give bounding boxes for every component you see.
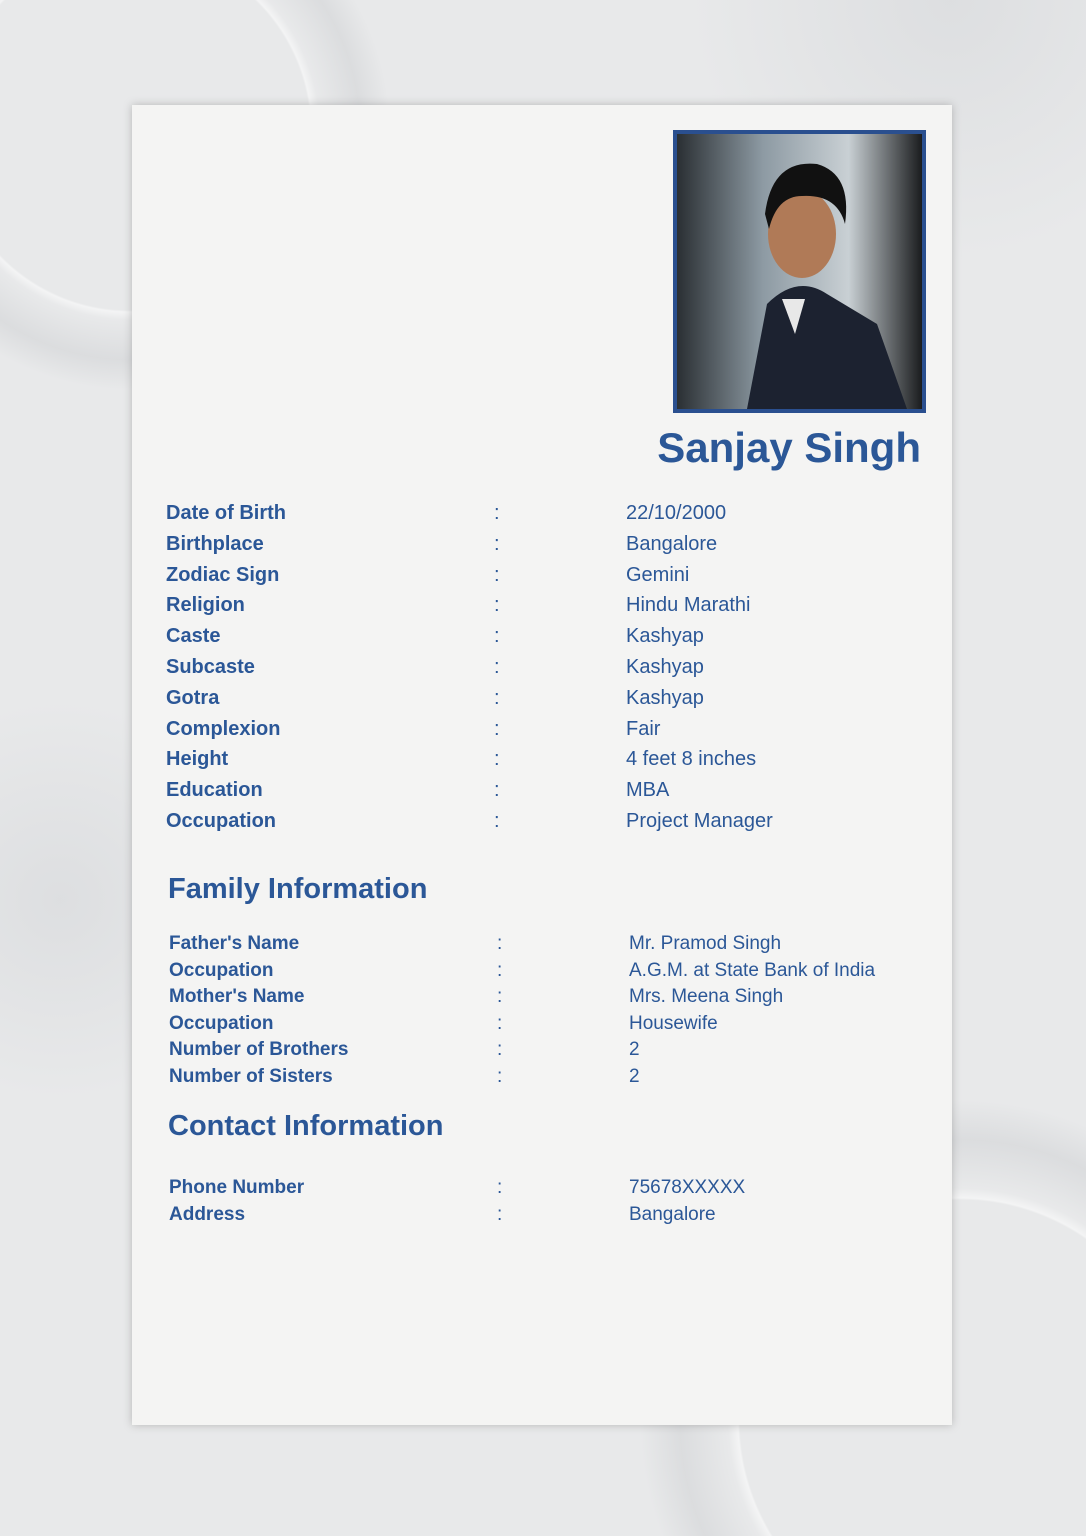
row-value: 2 xyxy=(629,1039,640,1061)
row-value: Hindu Marathi xyxy=(626,594,751,617)
row-value: Kashyap xyxy=(626,656,704,678)
row-colon: : xyxy=(494,779,500,802)
row-label: Address xyxy=(169,1204,246,1225)
row-colon: : xyxy=(497,933,503,954)
row-label: Date of Birth xyxy=(166,502,286,524)
row-value: Housewife xyxy=(629,1012,718,1034)
row-label: Number of Sisters xyxy=(169,1066,333,1087)
row-value: 4 feet 8 inches xyxy=(626,748,757,771)
row-colon: : xyxy=(494,532,500,555)
row-label: Occupation xyxy=(166,810,277,832)
row-value: Bangalore xyxy=(626,532,718,555)
row-label: Mother's Name xyxy=(169,986,305,1008)
row-label: Phone Number xyxy=(169,1177,305,1198)
row-colon: : xyxy=(494,594,500,617)
row-label: Caste xyxy=(166,625,221,648)
row-colon: : xyxy=(497,986,503,1008)
portrait-image xyxy=(677,134,922,409)
row-label: Number of Brothers xyxy=(169,1039,349,1061)
row-value: Gemini xyxy=(626,563,690,586)
row-value: 2 xyxy=(629,1066,640,1087)
row-label: Occupation xyxy=(169,959,274,981)
row-value: Mr. Pramod Singh xyxy=(629,933,782,954)
row-colon: : xyxy=(494,563,500,586)
contact-heading: Contact Information xyxy=(168,1110,444,1142)
row-label: Zodiac Sign xyxy=(166,563,280,586)
row-colon: : xyxy=(497,1066,503,1087)
row-label: Complexion xyxy=(166,717,281,740)
row-label: Birthplace xyxy=(166,532,264,555)
row-value: Bangalore xyxy=(629,1204,716,1225)
row-value: 75678XXXXX xyxy=(629,1177,746,1198)
row-label: Education xyxy=(166,779,263,802)
row-label: Father's Name xyxy=(169,933,300,954)
row-value: A.G.M. at State Bank of India xyxy=(629,959,876,981)
row-value: 22/10/2000 xyxy=(626,502,727,524)
row-colon: : xyxy=(494,717,500,740)
row-colon: : xyxy=(497,959,503,981)
profile-photo xyxy=(673,130,926,413)
row-colon: : xyxy=(497,1204,503,1225)
row-label: Gotra xyxy=(166,686,220,709)
row-colon: : xyxy=(497,1177,503,1198)
row-colon: : xyxy=(494,502,500,524)
row-value: Kashyap xyxy=(626,686,704,709)
row-colon: : xyxy=(497,1039,503,1061)
row-colon: : xyxy=(494,748,500,771)
row-label: Subcaste xyxy=(166,656,255,678)
row-value: Kashyap xyxy=(626,625,704,648)
row-value: Project Manager xyxy=(626,810,773,832)
row-label: Height xyxy=(166,748,229,771)
candidate-name: Sanjay Singh xyxy=(657,424,921,471)
row-value: MBA xyxy=(626,779,670,802)
row-colon: : xyxy=(494,686,500,709)
row-colon: : xyxy=(494,810,500,832)
row-colon: : xyxy=(494,656,500,678)
row-value: Fair xyxy=(626,717,661,740)
row-label: Occupation xyxy=(169,1012,274,1034)
row-colon: : xyxy=(497,1012,503,1034)
row-label: Religion xyxy=(166,594,245,617)
row-colon: : xyxy=(494,625,500,648)
row-value: Mrs. Meena Singh xyxy=(629,986,784,1008)
family-heading: Family Information xyxy=(168,873,428,905)
